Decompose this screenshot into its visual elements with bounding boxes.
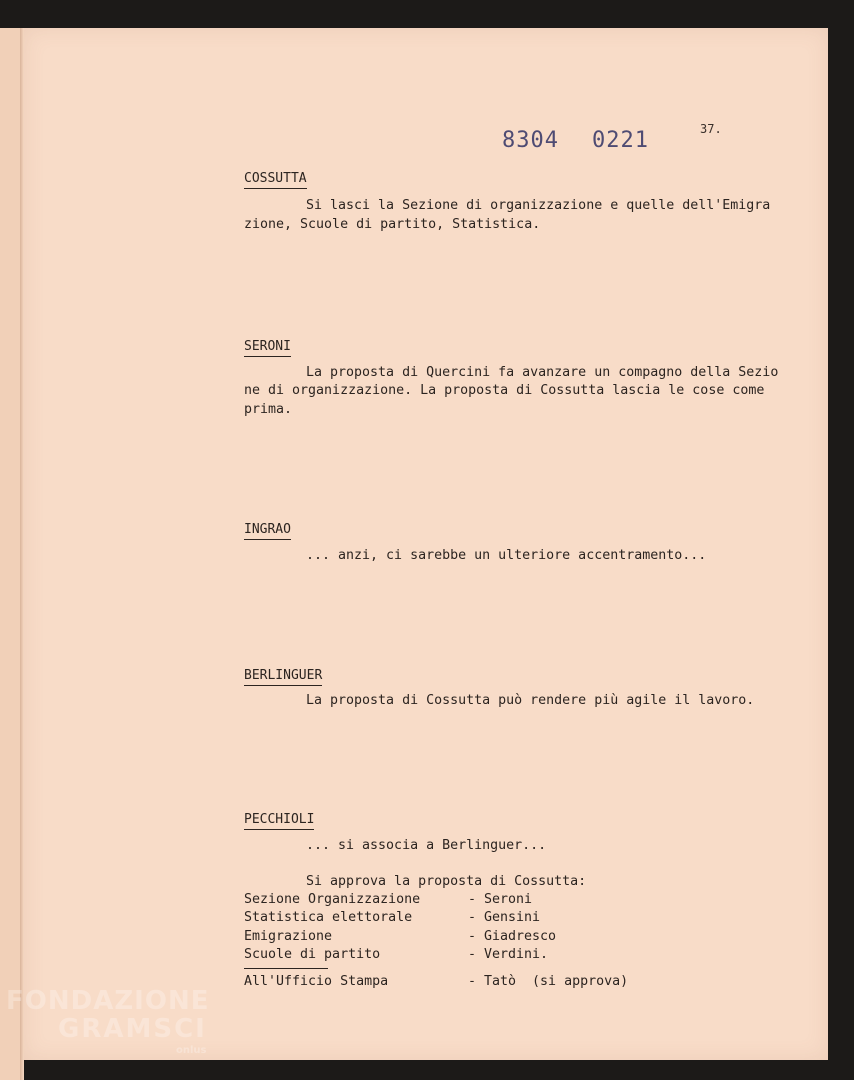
approval-name: - Tatò (si approva): [468, 974, 629, 989]
approval-name: - Giadresco: [468, 929, 557, 944]
speaker-cossutta: COSSUTTA: [244, 172, 307, 189]
watermark-line-2: GRAMSCI: [58, 1014, 207, 1044]
approval-role: Sezione Organizzazione: [244, 892, 421, 907]
watermark-line-1: FONDAZIONE: [6, 986, 210, 1016]
speaker-berlinguer: BERLINGUER: [244, 669, 322, 686]
cossutta-line-1: Si lasci la Sezione di organizzazione e quelle dell'Emigra: [306, 198, 771, 213]
page-number: 37.: [700, 122, 722, 136]
approval-role: Scuole di partito: [244, 947, 381, 962]
speaker-ingrao: INGRAO: [244, 523, 291, 540]
approval-name: - Seroni: [468, 892, 533, 907]
approval-role: All'Ufficio Stampa: [244, 974, 389, 989]
seroni-line-1: La proposta di Quercini fa avanzare un compagno della Sezio: [306, 365, 779, 380]
berlinguer-line-1: La proposta di Cossutta può rendere più agile il lavoro.: [306, 693, 755, 708]
approval-role: Emigrazione: [244, 929, 333, 944]
document-page: [24, 28, 828, 1060]
separator-rule: [244, 968, 328, 969]
fondazione-gramsci-watermark: [6, 988, 209, 1056]
approval-role: Statistica elettorale: [244, 910, 413, 925]
approval-name: - Verdini.: [468, 947, 549, 962]
speaker-pecchioli: PECCHIOLI: [244, 813, 314, 830]
approval-intro: Si approva la proposta di Cossutta:: [306, 874, 587, 889]
seroni-line-3: prima.: [244, 402, 293, 417]
speaker-seroni: SERONI: [244, 340, 291, 357]
archive-code-left: 8304: [502, 128, 559, 153]
pecchioli-line-1: ... si associa a Berlinguer...: [306, 838, 547, 853]
archive-code-right: 0221: [592, 128, 649, 153]
cossutta-line-2: zione, Scuole di partito, Statistica.: [244, 217, 541, 232]
seroni-line-2: ne di organizzazione. La proposta di Cossutta lascia le cose come: [244, 383, 765, 398]
ingrao-line-1: ... anzi, ci sarebbe un ulteriore accentramento...: [306, 548, 707, 563]
watermark-line-3: onlus: [176, 1045, 207, 1056]
approval-name: - Gensini: [468, 910, 541, 925]
